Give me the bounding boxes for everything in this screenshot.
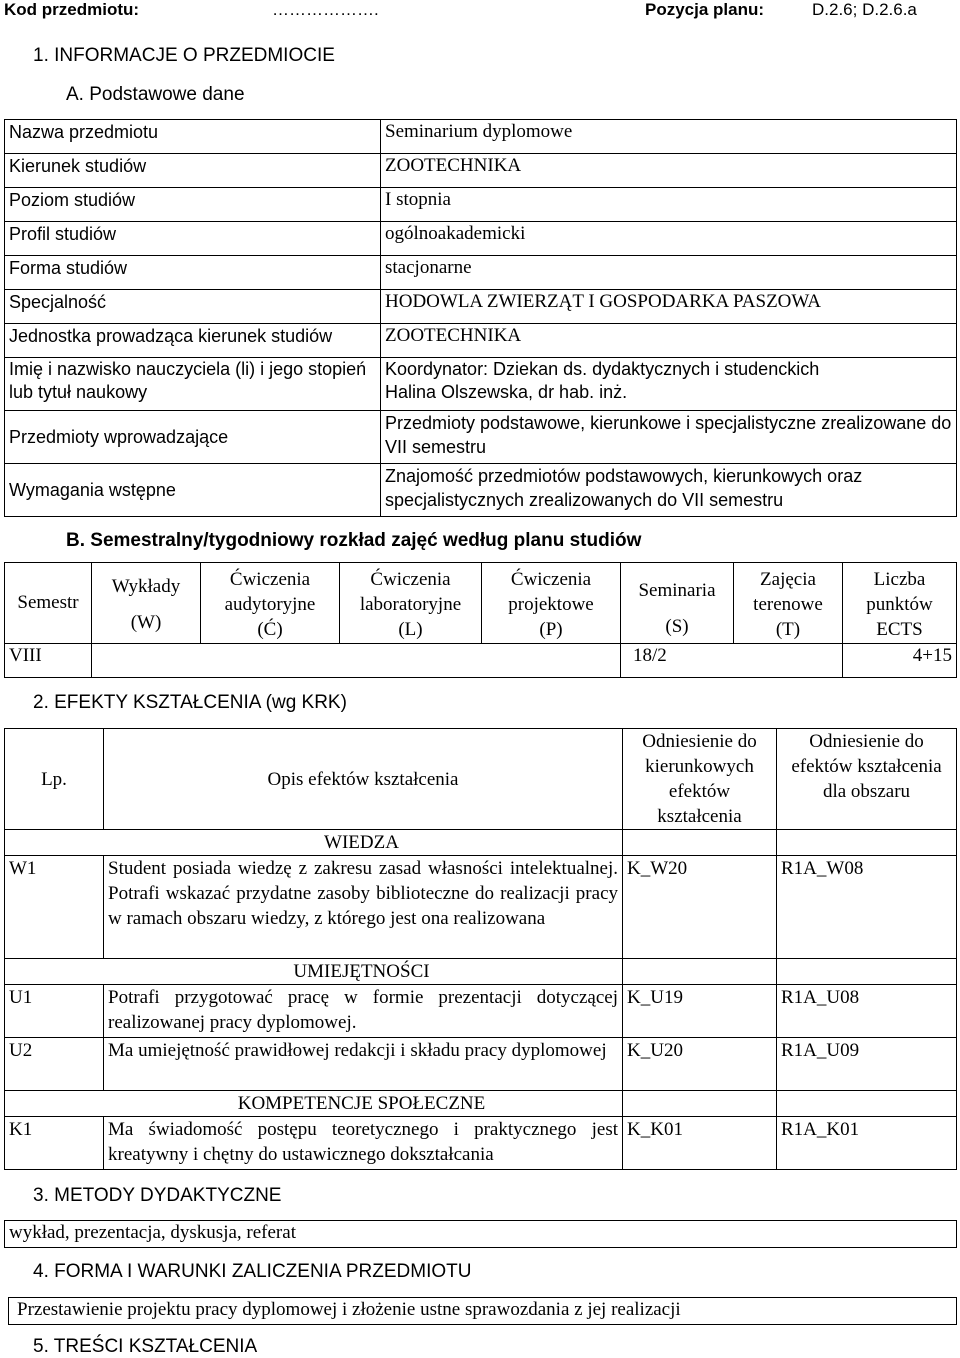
label-cell: Kierunek studiów — [5, 154, 381, 188]
label-cell: Profil studiów — [5, 222, 381, 256]
effect-kierunkowy: K_W20 — [623, 856, 777, 959]
header-code: (Ć) — [257, 619, 283, 640]
course-code-value: ………………. — [272, 0, 379, 19]
header-code: (S) — [665, 616, 689, 637]
header-lp: Lp. — [5, 729, 104, 830]
teacher-line-2: Halina Olszewska, dr hab. inż. — [385, 382, 628, 402]
empty-cell — [92, 644, 621, 678]
table-row — [5, 358, 957, 411]
effect-lp: W1 — [5, 856, 104, 959]
value-cell: Przedmioty podstawowe, kierunkowe i specjalistyczne zrealizowane do VII semestru — [381, 411, 957, 464]
table-row — [5, 188, 957, 222]
header-zajecia-terenowe — [734, 563, 843, 644]
basic-data-table — [4, 119, 957, 517]
value-cell: I stopnia — [381, 188, 957, 222]
value-cell: ZOOTECHNIKA — [381, 324, 957, 358]
label-cell: Jednostka prowadząca kierunek studiów — [5, 324, 381, 358]
category-row — [5, 959, 957, 985]
teacher-line-1: Koordynator: Dziekan ds. dydaktycznych i studenckich — [385, 359, 820, 379]
empty-cell — [777, 830, 957, 856]
header-code: ECTS — [876, 619, 923, 640]
label-cell: Poziom studiów — [5, 188, 381, 222]
table-row — [5, 1117, 957, 1170]
assessment-text: Przestawienie projektu pracy dyplomowej i złożenie ustne sprawozdania z jej realizacji — [9, 1298, 957, 1325]
effect-obszar: R1A_U08 — [777, 985, 957, 1038]
label-cell: Specjalność — [5, 290, 381, 324]
label-cell: Forma studiów — [5, 256, 381, 290]
table-row — [5, 1038, 957, 1091]
empty-cell — [623, 1091, 777, 1117]
table-row — [5, 222, 957, 256]
table-row — [5, 856, 957, 959]
effect-description: Ma umiejętność prawidłowej redakcji i składu pracy dyplomowej — [104, 1038, 623, 1091]
table-row — [5, 464, 957, 517]
effect-description: Student posiada wiedzę z zakresu zasad własności intelektualnej. Potrafi wskazać przydatne zasoby biblioteczne do realizacji pracy w ramach obszaru wiedzy, z którego jest ona realizowana — [104, 856, 623, 959]
header-obszar: Odniesienie do efektów kształcenia dla obszaru — [777, 729, 957, 830]
header-cwiczenia-laboratoryjne — [340, 563, 482, 644]
empty-cell — [777, 959, 957, 985]
header-code: (W) — [130, 612, 162, 633]
value-cell: Seminarium dyplomowe — [381, 120, 957, 154]
assessment-table — [8, 1297, 957, 1325]
header-label: Ćwiczenia audytoryjne — [224, 569, 316, 615]
methods-text: wykład, prezentacja, dyskusja, referat — [5, 1221, 957, 1248]
empty-cell — [623, 830, 777, 856]
value-cell: ogólnoakademicki — [381, 222, 957, 256]
effect-kierunkowy: K_U20 — [623, 1038, 777, 1091]
header-cwiczenia-projektowe — [482, 563, 621, 644]
effect-description: Potrafi przygotować pracę w formie prezentacji dotyczącej realizowanej pracy dyplomowej. — [104, 985, 623, 1038]
header-semestr: Semestr — [5, 563, 92, 644]
value-cell: ZOOTECHNIKA — [381, 154, 957, 188]
plan-position-label: Pozycja planu: — [645, 0, 765, 19]
table-row — [5, 290, 957, 324]
label-cell: Wymagania wstępne — [5, 464, 381, 517]
header-kierunkowe: Odniesienie do kierunkowych efektów kształcenia — [623, 729, 777, 830]
seminaria-value: 18/2 — [621, 644, 843, 678]
effect-obszar: R1A_W08 — [777, 856, 957, 959]
section-b-title: B. Semestralny/tygodniowy rozkład zajęć według planu studiów — [66, 530, 642, 551]
header-opis: Opis efektów kształcenia — [104, 729, 623, 830]
label-cell: Nazwa przedmiotu — [5, 120, 381, 154]
teacher-cell — [381, 358, 957, 411]
header-cwiczenia-audytoryjne — [201, 563, 340, 644]
effect-description: Ma świadomość postępu teoretycznego i praktycznego jest kreatywny i chętny do ustawicznego dokształcania — [104, 1117, 623, 1170]
effect-lp: U2 — [5, 1038, 104, 1091]
table-row — [5, 644, 957, 678]
header-code: (L) — [398, 619, 423, 640]
effect-obszar: R1A_U09 — [777, 1038, 957, 1091]
course-code-label: Kod przedmiotu: — [4, 0, 140, 19]
table-row — [9, 1298, 957, 1325]
header-label: Ćwiczenia projektowe — [508, 569, 594, 615]
value-cell: stacjonarne — [381, 256, 957, 290]
header-label: Liczba punktów — [866, 569, 933, 615]
table-row — [5, 256, 957, 290]
effect-lp: K1 — [5, 1117, 104, 1170]
header-code: (T) — [775, 619, 801, 640]
section-2-title: 2. EFEKTY KSZTAŁCENIA (wg KRK) — [33, 692, 347, 713]
table-row — [5, 729, 957, 830]
table-row — [5, 411, 957, 464]
section-a-title: A. Podstawowe dane — [66, 84, 245, 105]
category-umiejetnosci: UMIEJĘTNOŚCI — [5, 959, 623, 985]
plan-position-value: D.2.6; D.2.6.a — [812, 0, 917, 19]
header-label: Zajęcia terenowe — [753, 569, 823, 615]
section-5-title: 5. TREŚCI KSZTAŁCENIA — [33, 1336, 258, 1357]
header-seminaria — [621, 563, 734, 644]
effects-table — [4, 728, 957, 1170]
header-label: Seminaria — [638, 580, 716, 601]
empty-cell — [777, 1091, 957, 1117]
table-row — [5, 563, 957, 644]
label-cell: Imię i nazwisko nauczyciela (li) i jego stopień lub tytuł naukowy — [5, 358, 381, 411]
header-label: Wykłady — [111, 576, 181, 597]
value-cell: Znajomość przedmiotów podstawowych, kierunkowych oraz specjalistycznych zrealizowanych do VII semestru — [381, 464, 957, 517]
ects-value: 4+15 — [843, 644, 957, 678]
schedule-table — [4, 562, 957, 678]
category-wiedza: WIEDZA — [5, 830, 623, 856]
header-wyklady — [92, 563, 201, 644]
page-header — [0, 0, 960, 22]
category-kompetencje: KOMPETENCJE SPOŁECZNE — [5, 1091, 623, 1117]
effect-kierunkowy: K_U19 — [623, 985, 777, 1038]
table-row — [5, 985, 957, 1038]
effect-obszar: R1A_K01 — [777, 1117, 957, 1170]
table-row — [5, 120, 957, 154]
table-row — [5, 154, 957, 188]
value-cell: HODOWLA ZWIERZĄT I GOSPODARKA PASZOWA — [381, 290, 957, 324]
category-row — [5, 1091, 957, 1117]
section-1-title: 1. INFORMACJE O PRZEDMIOCIE — [33, 45, 335, 66]
header-ects — [843, 563, 957, 644]
effect-kierunkowy: K_K01 — [623, 1117, 777, 1170]
header-code: (P) — [539, 619, 563, 640]
empty-cell — [623, 959, 777, 985]
category-row — [5, 830, 957, 856]
table-row — [5, 1221, 957, 1248]
section-4-title: 4. FORMA I WARUNKI ZALICZENIA PRZEDMIOTU — [33, 1261, 472, 1282]
label-cell: Przedmioty wprowadzające — [5, 411, 381, 464]
effect-lp: U1 — [5, 985, 104, 1038]
section-3-title: 3. METODY DYDAKTYCZNE — [33, 1185, 282, 1206]
methods-table — [4, 1220, 957, 1248]
header-label: Ćwiczenia laboratoryjne — [359, 569, 462, 615]
semester-cell: VIII — [5, 644, 92, 678]
table-row — [5, 324, 957, 358]
